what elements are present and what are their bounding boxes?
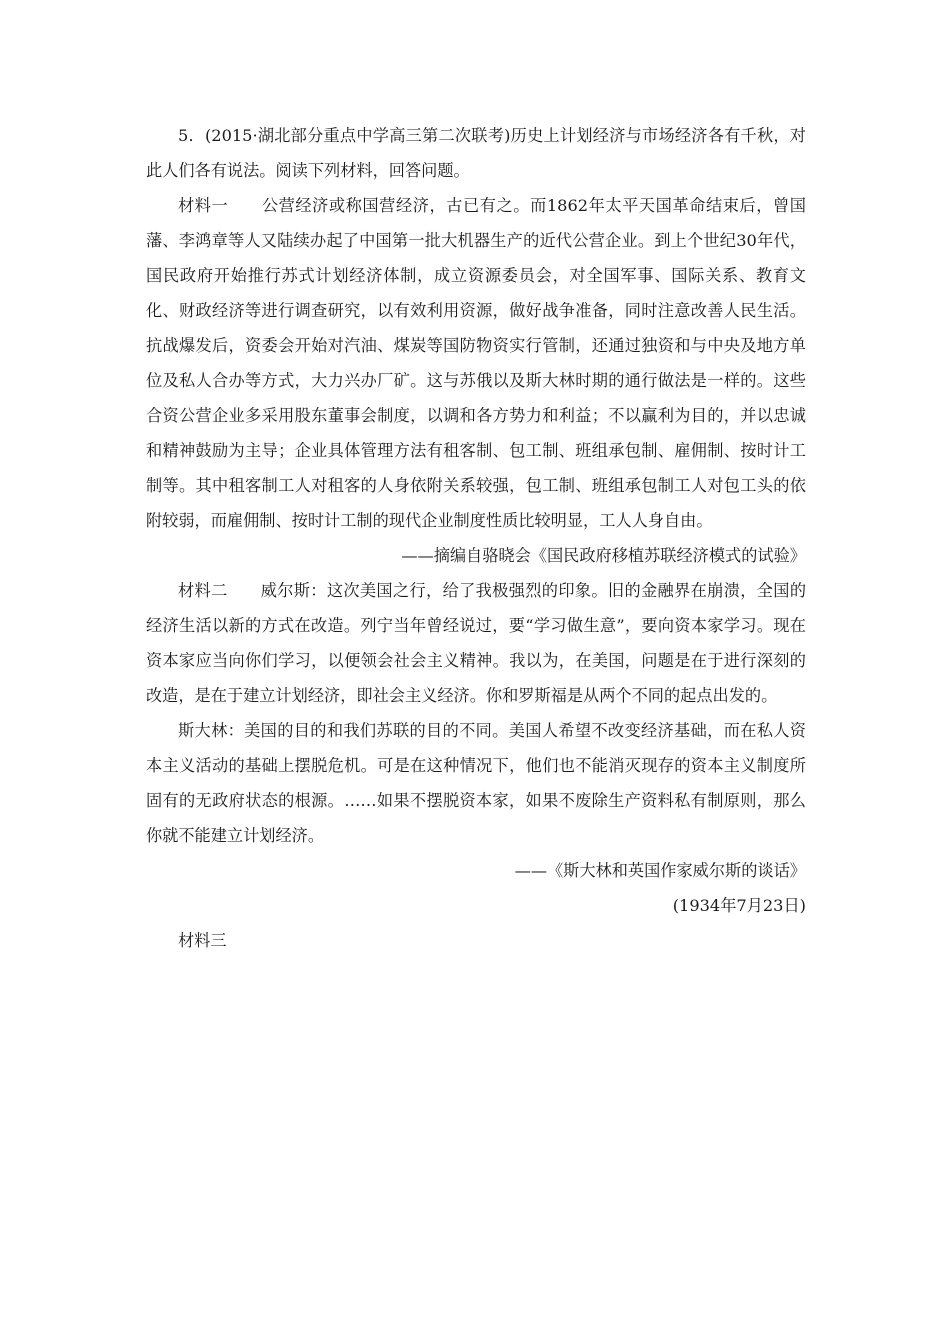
question-number: 5． <box>178 126 205 145</box>
material-2-wells-paragraph <box>146 573 806 713</box>
material-3-label: 材料三 <box>178 931 227 950</box>
question-stem <box>146 118 806 188</box>
question-content <box>146 118 806 958</box>
material-2-label: 材料二 <box>178 581 228 600</box>
material-2-date: (1934年7月23日) <box>672 896 806 915</box>
question-source: (2015·湖北部分重点中学高三第二次联考) <box>204 126 511 145</box>
material-1-paragraph <box>146 188 806 538</box>
material-2-stalin-paragraph: 斯大林：美国的目的和我们苏联的目的不同。美国人希望不改变经济基础，而在私人资本主义活动的基础上摆脱危机。可是在这种情况下，他们也不能消灭现存的资本主义制度所固有的无政府状态的根源。……如果不摆脱资本家，如果不废除生产资料私有制原则，那么你就不能建立计划经济。 <box>146 721 806 845</box>
material-1-label: 材料一 <box>178 196 229 215</box>
question-stem-text: 历史上计划经济与市场经济各有千秋，对此人们各有说法。阅读下列材料，回答问题。 <box>146 126 806 180</box>
material-2-wells-text: 威尔斯：这次美国之行，给了我极强烈的印象。旧的金融界在崩溃，全国的经济生活以新的方式在改造。列宁当年曾经说过，要“学习做生意”，要向资本家学习。现在资本家应当向你们学习，以便领会社会主义精神。我以为，在美国，问题是在于进行深刻的改造，是在于建立计划经济，即社会主义经济。你和罗斯福是从两个不同的起点出发的。 <box>146 581 807 705</box>
material-1-source: ——摘编自骆晓会《国民政府移植苏联经济模式的试验》 <box>401 546 806 565</box>
material-2-source: ——《斯大林和英国作家威尔斯的谈话》 <box>514 861 806 880</box>
material-1-text: 公营经济或称国营经济，古已有之。而1862年太平天国革命结束后，曾国藩、李鸿章等人又陆续办起了中国第一批大机器生产的近代公营企业。到上个世纪30年代，国民政府开始推行苏式计划经济体制，成立资源委员会，对全国军事、国际关系、教育文化、财政经济等进行调查研究，以有效利用资源，做好战争准备，同时注意改善人民生活。抗战爆发后，资委会开始对汽油、煤炭等国防物资实行管制，还通过独资和与中央及地方单位及私人合办等方式，大力兴办厂矿。这与苏俄以及斯大林时期的通行做法是一样的。这些合资公营企业多采用股东董事会制度，以调和各方势力和利益；不以赢利为目的，并以忠诚和精神鼓励为主导；企业具体管理方法有租客制、包工制、班组承包制、雇佣制、按时计工制等。其中租客制工人对租客的人身依附关系较强，包工制、班组承包制工人对包工头的依附较弱，而雇佣制、按时计工制的现代企业制度性质比较明显，工人人身自由。 <box>146 196 806 530</box>
